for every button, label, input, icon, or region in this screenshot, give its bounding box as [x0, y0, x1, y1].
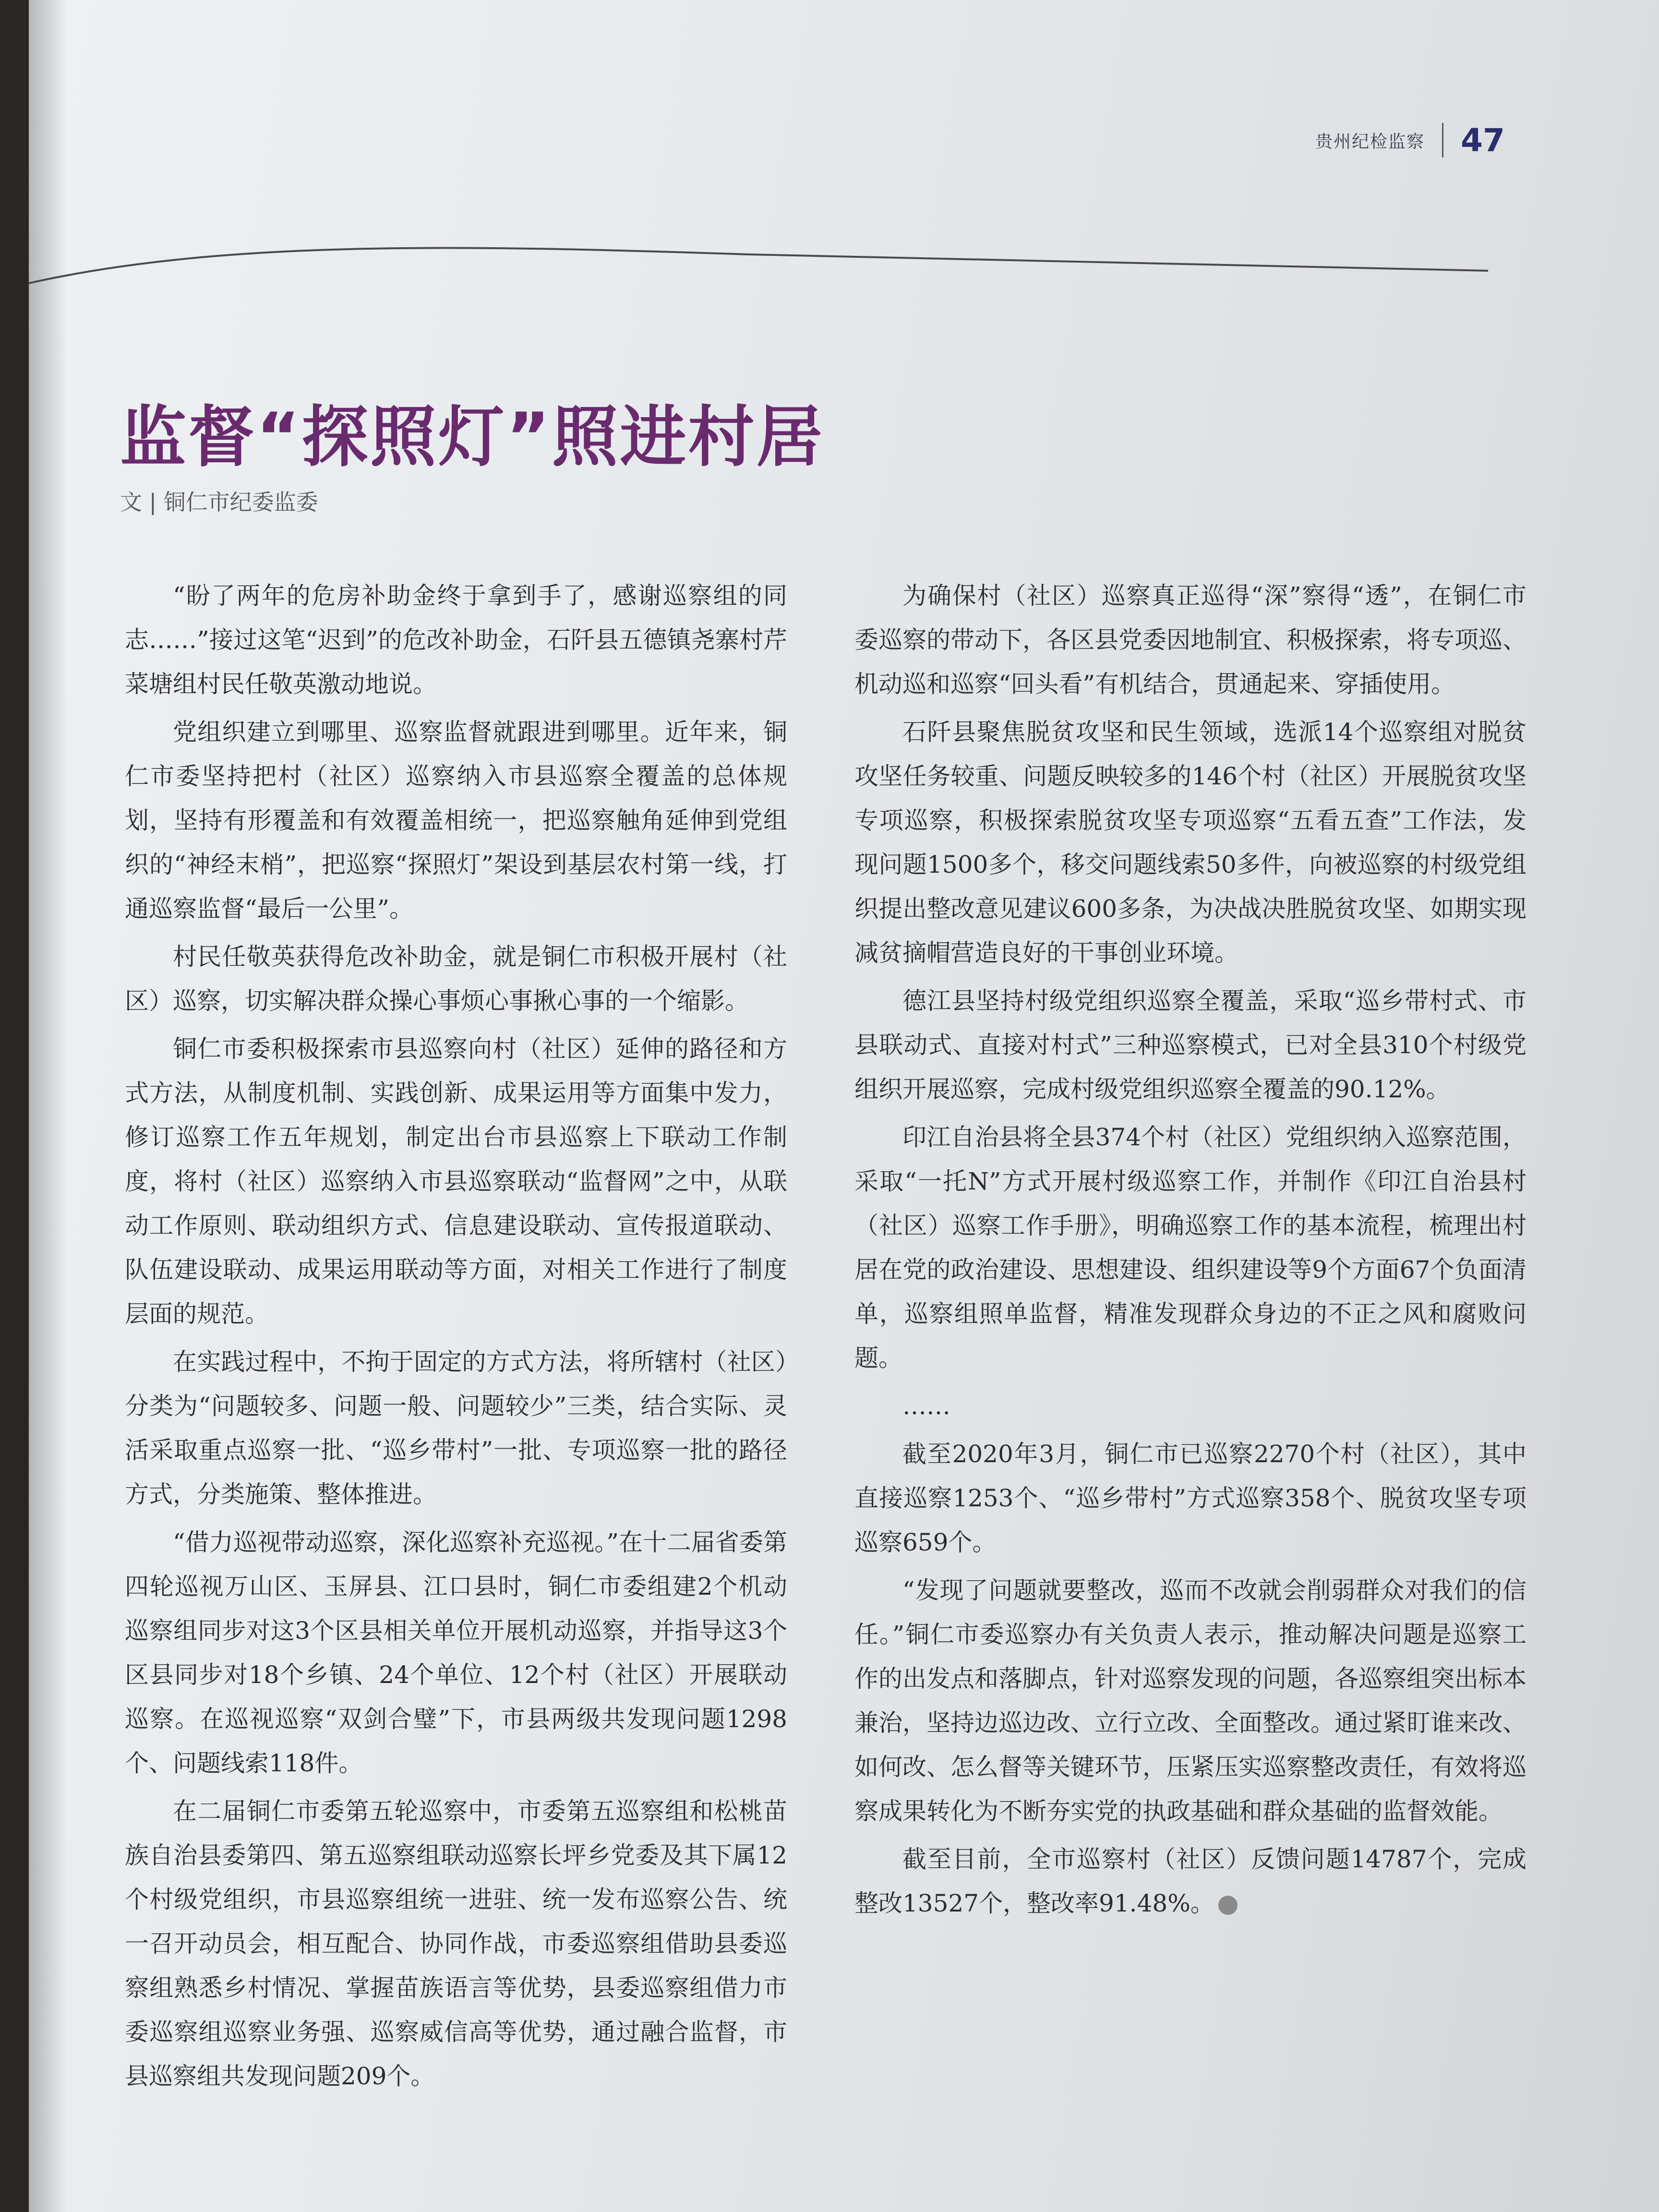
paragraph: “发现了问题就要整改，巡而不改就会削弱群众对我们的信任。”铜仁市委巡察办有关负责人表示，推动解决问题是巡察工作的出发点和落脚点，针对巡察发现的问题，各巡察组突出标本兼治，坚持边巡边改、立行立改、全面整改。通过紧盯谁来改、如何改、怎么督等关键环节，压紧压实巡察整改责任，有效将巡察成果转化为不断夯实党的执政基础和群众基础的监督效能。 [854, 1576, 1527, 1825]
paragraph-final-text: 截至目前，全市巡察村（社区）反馈问题14787个，完成整改13527个，整改率91.48%。 [854, 1845, 1527, 1917]
left-column [125, 574, 787, 2102]
paragraph: “盼了两年的危房补助金终于拿到手了，感谢巡察组的同志……”接过这笔“迟到”的危改补助金，石阡县五德镇尧寨村芹菜塘组村民任敬英激动地说。 [125, 582, 787, 698]
paragraph: 印江自治县将全县374个村（社区）党组织纳入巡察范围，采取“一托N”方式开展村级巡察工作，并制作《印江自治县村（社区）巡察工作手册》，明确巡察工作的基本流程，梳理出村居在党的政治建设、思想建设、组织建设等9个方面67个负面清单，巡察组照单监督，精准发现群众身边的不正之风和腐败问题。 [854, 1123, 1527, 1372]
paragraph: 石阡县聚焦脱贫攻坚和民生领域，选派14个巡察组对脱贫攻坚任务较重、问题反映较多的146个村（社区）开展脱贫攻坚专项巡察，积极探索脱贫攻坚专项巡察“五看五查”工作法，发现问题1500多个，移交问题线索50多件，向被巡察的村级党组织提出整改意见建议600多条，为决战决胜脱贫攻坚、如期实现减贫摘帽营造良好的干事创业环境。 [854, 718, 1527, 967]
header-divider [1442, 123, 1443, 157]
spine-shadow [29, 0, 67, 2212]
end-mark-icon [1218, 1896, 1238, 1915]
paragraph-final [854, 1837, 1527, 1925]
article-byline: 文 | 铜仁市纪委监委 [120, 489, 318, 515]
page-header [1315, 121, 1505, 159]
page-number: 47 [1461, 121, 1505, 159]
paragraph: 为确保村（社区）巡察真正巡得“深”察得“透”，在铜仁市委巡察的带动下，各区县党委因地制宜、积极探索，将专项巡、机动巡和巡察“回头看”有机结合，贯通起来、穿插使用。 [854, 582, 1527, 698]
paragraph: 在二届铜仁市委第五轮巡察中，市委第五巡察组和松桃苗族自治县委第四、第五巡察组联动巡察长坪乡党委及其下属12个村级党组织，市县巡察组统一进驻、统一发布巡察公告、统一召开动员会，相互配合、协同作战，市委巡察组借助县委巡察组熟悉乡村情况、掌握苗族语言等优势，县委巡察组借力市委巡察组巡察业务强、巡察威信高等优势，通过融合监督，市县巡察组共发现问题209个。 [125, 1797, 787, 2090]
paragraph: 铜仁市委积极探索市县巡察向村（社区）延伸的路径和方式方法，从制度机制、实践创新、成果运用等方面集中发力，修订巡察工作五年规划，制定出台市县巡察上下联动工作制度，将村（社区）巡察纳入市县巡察联动“监督网”之中，从联动工作原则、联动组织方式、信息建设联动、宣传报道联动、队伍建设联动、成果运用联动等方面，对相关工作进行了制度层面的规范。 [125, 1035, 787, 1328]
paragraph: 截至2020年3月，铜仁市已巡察2270个村（社区），其中直接巡察1253个、“巡乡带村”方式巡察358个、脱贫攻坚专项巡察659个。 [854, 1440, 1527, 1556]
paragraph: 德江县坚持村级党组织巡察全覆盖，采取“巡乡带村式、市县联动式、直接对村式”三种巡察模式，已对全县310个村级党组织开展巡察，完成村级党组织巡察全覆盖的90.12%。 [854, 987, 1527, 1103]
magazine-name: 贵州纪检监察 [1315, 132, 1425, 152]
magazine-page [29, 0, 1659, 2212]
article-title: 监督“探照灯”照进村居 [120, 398, 825, 476]
right-column [854, 574, 1527, 1929]
paragraph: …… [902, 1392, 950, 1420]
paragraph: “借力巡视带动巡察，深化巡察补充巡视。”在十二届省委第四轮巡视万山区、玉屏县、江口县时，铜仁市委组建2个机动巡察组同步对这3个区县相关单位开展机动巡察，并指导这3个区县同步对18个乡镇、24个单位、12个村（社区）开展联动巡察。在巡视巡察“双剑合璧”下，市县两级共发现问题1298个、问题线索118件。 [125, 1528, 787, 1777]
header-rule [29, 230, 1659, 298]
paragraph: 村民任敬英获得危改补助金，就是铜仁市积极开展村（社区）巡察，切实解决群众操心事烦心事揪心事的一个缩影。 [125, 943, 787, 1015]
paragraph: 党组织建立到哪里、巡察监督就跟进到哪里。近年来，铜仁市委坚持把村（社区）巡察纳入市县巡察全覆盖的总体规划，坚持有形覆盖和有效覆盖相统一，把巡察触角延伸到党组织的“神经末梢”，把巡察“探照灯”架设到基层农村第一线，打通巡察监督“最后一公里”。 [125, 718, 787, 923]
paragraph: 在实践过程中，不拘于固定的方式方法，将所辖村（社区）分类为“问题较多、问题一般、问题较少”三类，结合实际、灵活采取重点巡察一批、“巡乡带村”一批、专项巡察一批的路径方式，分类施策、整体推进。 [125, 1348, 787, 1508]
